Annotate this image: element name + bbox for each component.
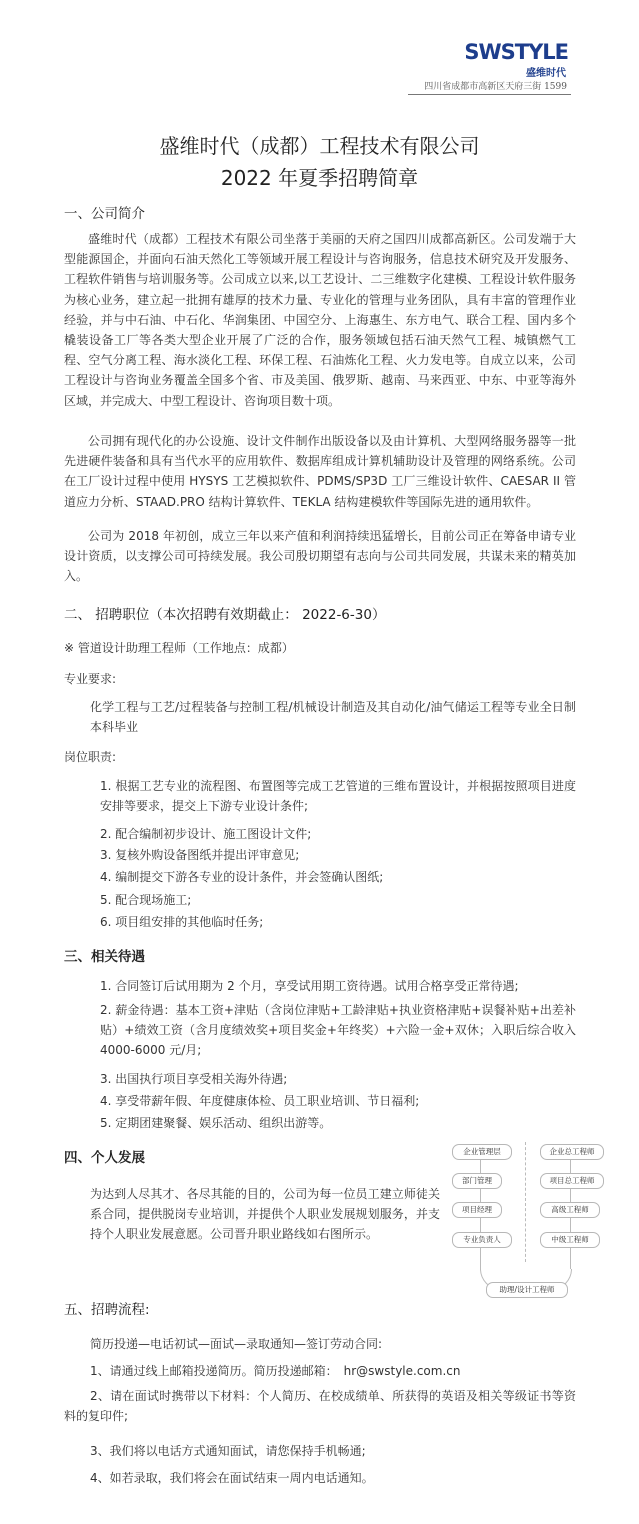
section-heading-process: 五、招聘流程: — [64, 1302, 150, 1318]
career-node-right: 企业总工程师 — [540, 1144, 604, 1160]
duty-item: 6. 项目组安排的其他临时任务; — [100, 915, 264, 929]
career-node-right: 高级工程师 — [540, 1202, 600, 1218]
logo-subtitle: 盛维时代 — [526, 68, 566, 79]
header-divider — [408, 94, 571, 95]
requirement-text: 化学工程与工艺/过程装备与控制工程/机械设计制造及其自动化/油气储运工程等专业全日制本科毕业 — [90, 700, 576, 735]
career-node-right: 项目总工程师 — [540, 1173, 604, 1189]
career-node-right: 中级工程师 — [540, 1232, 600, 1248]
company-address: 四川省成都市高新区天府三街 1599 — [424, 82, 567, 92]
intro-paragraph-3: 公司为 2018 年初创，成立三年以来产值和利润持续迅猛增长，目前公司正在筹备申请专业设计资质，以支撑公司可持续发展。我公司殷切期望有志向与公司共同发展，共谋未来的精英加入。 — [64, 529, 576, 584]
section-heading-development: 四、个人发展 — [64, 1150, 145, 1166]
diagram-divider — [525, 1142, 526, 1262]
job-title: ※ 管道设计助理工程师（工作地点：成都） — [64, 641, 294, 655]
duty-item: 4. 编制提交下游各专业的设计条件，并会签确认图纸; — [100, 870, 384, 884]
career-node-left: 部门管理 — [452, 1173, 502, 1189]
benefit-item: 2. 薪金待遇：基本工资+津贴（含岗位津贴+工龄津贴+执业资格津贴+误餐补贴+出差补贴）+绩效工资（含月度绩效奖+项目奖金+年终奖）+六险一金+双休；入职后综合收入 4000-6000 元/月; — [100, 1003, 576, 1058]
career-node-left: 专业负责人 — [452, 1232, 512, 1248]
benefit-item: 5. 定期团建聚餐、娱乐活动、组织出游等。 — [100, 1116, 332, 1130]
process-step-4: 4、如若录取，我们将会在面试结束一周内电话通知。 — [90, 1471, 374, 1485]
document-title: 盛维时代（成都）工程技术有限公司 — [159, 134, 480, 158]
career-path-diagram — [440, 1136, 625, 1301]
section-heading-benefits: 三、相关待遇 — [64, 949, 145, 965]
hr-email-link[interactable]: hr@swstyle.com.cn — [343, 1364, 461, 1378]
benefit-item: 1. 合同签订后试用期为 2 个月，享受试用期工资待遇。试用合格享受正常待遇; — [100, 979, 519, 993]
logo-wordmark: SWSTYLE — [464, 40, 568, 64]
duty-item: 5. 配合现场施工; — [100, 893, 192, 907]
intro-paragraph-1: 盛维时代（成都）工程技术有限公司坐落于美丽的天府之国四川成都高新区。公司发端于大型能源国企，并面向石油天然化工等领域开展工程设计与咨询服务，信息技术研究及开发服务、工程软件销售与培训服务等。公司成立以来,以工艺设计、二三维数字化建模、工程设计软件服务为核心业务，建立起一批拥有雄厚的技术力量、专业化的管理与业务团队，具有丰富的管理作业经验，并与中石油、中石化、华润集团、中国空分、上海惠生、东方电气、联合工程、国内多个橇装设备工厂等各类大型企业开展了广泛的合作，服务领域包括石油天然气工程、城镇燃气工程、空气分离工程、海水淡化工程、环保工程、石油炼化工程、火力发电等。自成立以来，公司工程设计与咨询业务覆盖全国多个省、市及美国、俄罗斯、越南、马来西亚、中东、中亚等海外区域，并完成大、中型工程设计、咨询项目数十项。 — [64, 232, 576, 408]
process-step-3: 3、我们将以电话方式通知面试，请您保持手机畅通; — [90, 1444, 366, 1458]
benefit-item: 3. 出国执行项目享受相关海外待遇; — [100, 1072, 288, 1086]
duty-item: 2. 配合编制初步设计、施工图设计文件; — [100, 827, 312, 841]
section-heading-positions: 二、 招聘职位（本次招聘有效期截止： 2022-6-30） — [64, 607, 386, 623]
section-heading-intro: 一、公司简介 — [64, 206, 145, 222]
career-node-base: 助理/设计工程师 — [486, 1282, 568, 1298]
benefit-item: 4. 享受带薪年假、年度健康体检、员工职业培训、节日福利; — [100, 1094, 420, 1108]
intro-paragraph-2: 公司拥有现代化的办公设施、设计文件制作出版设备以及由计算机、大型网络服务器等一批先进硬件装备和具有当代水平的应用软件、数据库组成计算机辅助设计及管理的网络系统。公司在工厂设计过程中使用 HYSYS 工艺模拟软件、PDMS/SP3D 工厂三维设计软件、CAESAR II 管道应力分析、STAAD.PRO 结构计算软件、TEKLA 结构建模软件等国际先进的通用软件。 — [64, 434, 576, 509]
process-step-1-text: 1、请通过线上邮箱投递简历。简历投递邮箱： — [90, 1364, 338, 1378]
duty-label: 岗位职责: — [64, 750, 117, 764]
career-node-left: 项目经理 — [452, 1202, 502, 1218]
duty-item: 3. 复核外购设备图纸并提出评审意见; — [100, 848, 300, 862]
duty-item: 1. 根据工艺专业的流程图、布置图等完成工艺管道的三维布置设计，并根据按照项目进度安排等要求，提交上下游专业设计条件; — [100, 779, 576, 814]
company-logo — [458, 40, 568, 82]
development-text: 为达到人尽其才、各尽其能的目的，公司为每一位员工建立师徒关系合同，提供脱岗专业培训，并提供个人职业发展规划服务，并支持个人职业发展意愿。公司晋升职业路线如右图所示。 — [90, 1187, 440, 1242]
career-node-left: 企业管理层 — [452, 1144, 512, 1160]
process-flow: 简历投递—电话初试—面试—录取通知—签订劳动合同: — [90, 1337, 383, 1351]
process-step-2: 2、请在面试时携带以下材料：个人简历、在校成绩单、所获得的英语及相关等级证书等资料的复印件; — [64, 1389, 576, 1424]
requirement-label: 专业要求: — [64, 672, 117, 686]
document-subtitle: 2022 年夏季招聘简章 — [220, 166, 419, 190]
process-step-1 — [90, 1362, 460, 1379]
